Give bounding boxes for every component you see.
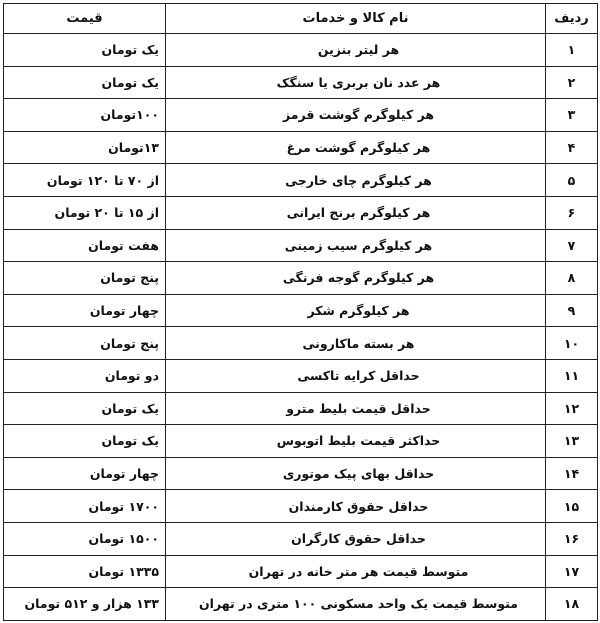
table-row (4, 229, 598, 262)
row-index-cell: ۶ (546, 196, 598, 229)
table-row (4, 164, 598, 197)
row-price-cell: یک تومان (4, 66, 166, 99)
table-row (4, 196, 598, 229)
row-price-cell: یک تومان (4, 34, 166, 67)
row-index-cell: ۱ (546, 34, 598, 67)
row-price-cell: هفت تومان (4, 229, 166, 262)
row-price-cell: ۱۵۰۰ تومان (4, 522, 166, 555)
row-item-cell: متوسط قیمت هر متر خانه در تهران (166, 555, 546, 588)
table-row (4, 34, 598, 67)
row-item-cell: حداقل قیمت بلیط مترو (166, 392, 546, 425)
row-index-cell: ۱۳ (546, 425, 598, 458)
table-row (4, 392, 598, 425)
row-index-cell: ۷ (546, 229, 598, 262)
row-price-cell: ۱۳۳ هزار و ۵۱۲ تومان (4, 588, 166, 621)
row-index-cell: ۱۲ (546, 392, 598, 425)
row-item-cell: حداقل بهای پیک موتوری (166, 457, 546, 490)
row-item-cell: هر کیلوگرم شکر (166, 294, 546, 327)
header-item: نام کالا و خدمات (166, 4, 546, 34)
table-row (4, 555, 598, 588)
row-price-cell: ۱۰۰تومان (4, 99, 166, 132)
row-price-cell: پنج تومان (4, 327, 166, 360)
row-price-cell: یک تومان (4, 425, 166, 458)
row-index-cell: ۵ (546, 164, 598, 197)
table-row (4, 588, 598, 621)
table-row (4, 425, 598, 458)
table-row (4, 327, 598, 360)
row-price-cell: ۱۷۰۰ تومان (4, 490, 166, 523)
row-index-cell: ۱۰ (546, 327, 598, 360)
table-row (4, 131, 598, 164)
row-price-cell: چهار تومان (4, 457, 166, 490)
row-index-cell: ۱۱ (546, 359, 598, 392)
row-price-cell: چهار تومان (4, 294, 166, 327)
table-row (4, 99, 598, 132)
row-index-cell: ۲ (546, 66, 598, 99)
row-item-cell: متوسط قیمت یک واحد مسکونی ۱۰۰ متری در تهران (166, 588, 546, 621)
row-price-cell: از ۱۵ تا ۲۰ تومان (4, 196, 166, 229)
row-index-cell: ۱۷ (546, 555, 598, 588)
table-row (4, 66, 598, 99)
table-row (4, 262, 598, 295)
table-row (4, 457, 598, 490)
row-index-cell: ۱۵ (546, 490, 598, 523)
table-header-row (4, 4, 598, 34)
row-price-cell: ۱۳۳۵ تومان (4, 555, 166, 588)
row-item-cell: هر عدد نان بربری یا سنگک (166, 66, 546, 99)
row-item-cell: هر بسته ماکارونی (166, 327, 546, 360)
row-price-cell: پنج تومان (4, 262, 166, 295)
row-index-cell: ۸ (546, 262, 598, 295)
row-index-cell: ۱۸ (546, 588, 598, 621)
row-price-cell: از ۷۰ تا ۱۲۰ تومان (4, 164, 166, 197)
row-item-cell: هر کیلوگرم گوجه فرنگی (166, 262, 546, 295)
row-item-cell: هر کیلوگرم سیب زمینی (166, 229, 546, 262)
row-item-cell: حداقل کرایه تاکسی (166, 359, 546, 392)
row-item-cell: حداکثر قیمت بلیط اتوبوس (166, 425, 546, 458)
table-row (4, 522, 598, 555)
row-item-cell: هر کیلوگرم گوشت مرغ (166, 131, 546, 164)
header-index: ردیف (546, 4, 598, 34)
table-row (4, 490, 598, 523)
row-index-cell: ۹ (546, 294, 598, 327)
table-body (4, 34, 598, 621)
price-table (3, 3, 598, 621)
row-index-cell: ۳ (546, 99, 598, 132)
row-item-cell: هر کیلوگرم برنج ایرانی (166, 196, 546, 229)
table-row (4, 294, 598, 327)
row-index-cell: ۱۴ (546, 457, 598, 490)
row-item-cell: حداقل حقوق کارگران (166, 522, 546, 555)
row-item-cell: هر کیلوگرم گوشت قرمز (166, 99, 546, 132)
row-item-cell: هر لیتر بنزین (166, 34, 546, 67)
row-item-cell: هر کیلوگرم چای خارجی (166, 164, 546, 197)
row-index-cell: ۱۶ (546, 522, 598, 555)
header-price: قیمت (4, 4, 166, 34)
row-item-cell: حداقل حقوق کارمندان (166, 490, 546, 523)
row-price-cell: دو تومان (4, 359, 166, 392)
table-row (4, 359, 598, 392)
row-index-cell: ۴ (546, 131, 598, 164)
row-price-cell: یک تومان (4, 392, 166, 425)
row-price-cell: ۱۳تومان (4, 131, 166, 164)
